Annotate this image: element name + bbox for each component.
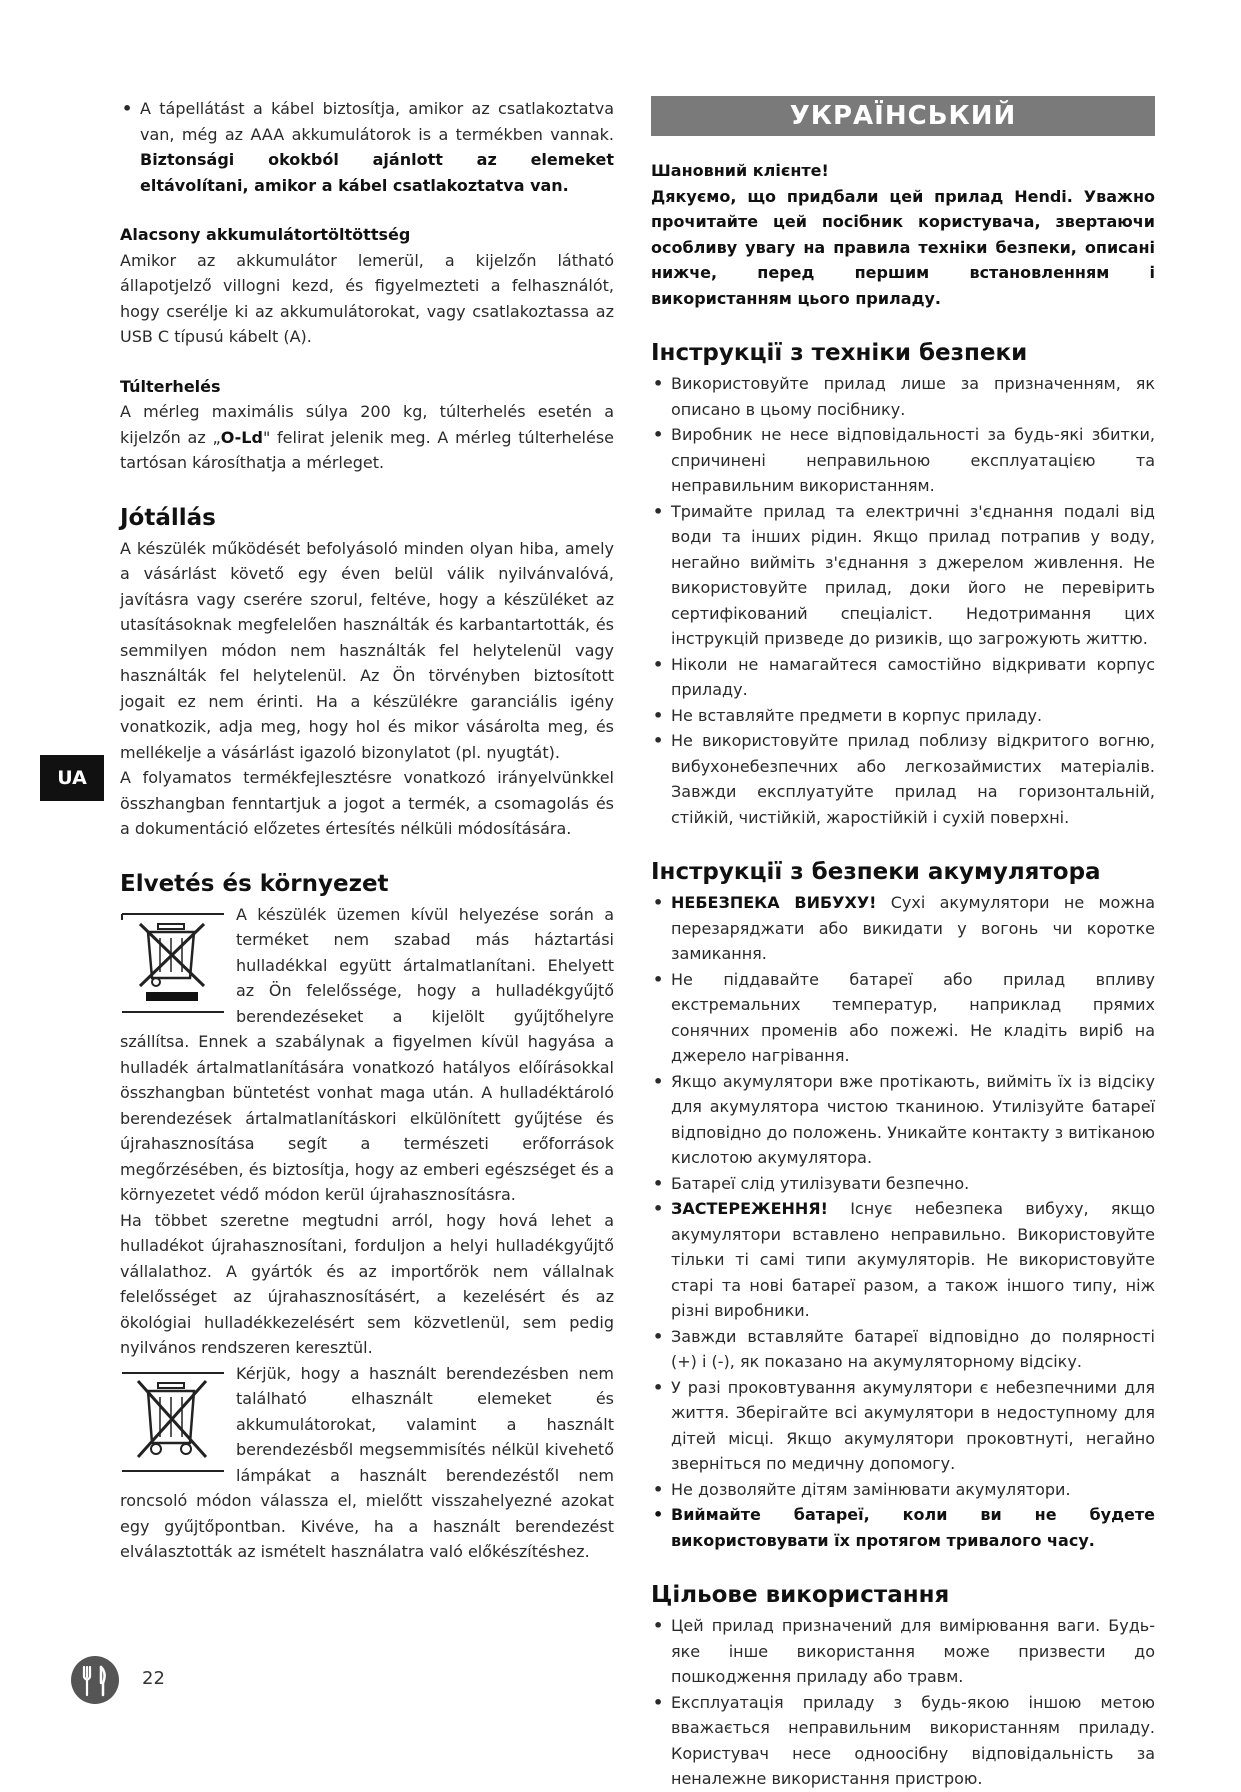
weee-bin-icon (120, 1365, 224, 1477)
list-item: • A tápellátást a kábel biztosítja, amikor az csatlakoztatva van, még az AAA akkumulátorok is a termékben vannak. Biztonsági okokból ajánlott az elemeket eltávolítani, amikor a kábel csatlakoztatva van. (120, 96, 614, 198)
list-item: • Виробник не несе відповідальності за будь-які збитки, спричинені неправильною експлуатацією та неправильним використанням. (651, 422, 1155, 499)
battery-heading: Інструкції з безпеки акумулятора (651, 859, 1101, 885)
overload-title: Túlterhelés (120, 376, 221, 396)
list-item: • Не дозволяйте дітям замінювати акумулятори. (651, 1477, 1155, 1503)
intro-text: Дякуємо, що придбали цей прилад Hendi. Уважно прочитайте цей посібник користувача, звертаючи особливу увагу на правила техніки безпеки, описані нижче, перед першим встановленням і використанням цього приладу. (651, 186, 1155, 308)
page-number: 22 (142, 1668, 165, 1689)
list-item: • Не піддавайте батареї або прилад впливу екстремальних температур, наприклад прямих сонячних променів або пожежі. Не кладіть виріб на джерело нагрівання. (651, 967, 1155, 1069)
language-side-tab: UA (40, 755, 104, 801)
disposal-paragraph-2: Ha többet szeretne megtudni arról, hogy hová lehet a hulladékot újrahasznosítani, forduljon a helyi hulladékgyűjtő vállalathoz. A gyártók és az importőrök nem vállalnak felelősséget az újrahasznosításért, a kezelésért és az ökológiai hulladékkezelésért sem közvetlenül, sem pedig nyilvános rendszeren keresztül. (120, 1210, 614, 1357)
right-column (651, 96, 1155, 1792)
list-item: • Завжди вставляйте батареї відповідно до полярності (+) і (-), як показано на акумуляторному відсіку. (651, 1324, 1155, 1375)
list-item: • Експлуатація приладу з будь-якою іншою метою вважається неправильним використанням приладу. Користувач несе одноосібну відповідальність за неналежне використання пристрою. (651, 1690, 1155, 1792)
disposal-heading: Elvetés és környezet (120, 870, 389, 897)
language-banner: УКРАЇНСЬКИЙ (651, 96, 1155, 136)
list-item: • Батареї слід утилізувати безпечно. (651, 1171, 1155, 1197)
low-battery-text: Amikor az akkumulátor lemerül, a kijelzőn látható állapotjelző villogni kezd, és figyelmezteti a felhasználót, hogy cserélje ki az akkumulátorokat, vagy csatlakoztassa az USB C típusú kábelt (A). (120, 250, 614, 346)
warranty-heading: Jótállás (120, 504, 216, 531)
list-item: • Не використовуйте прилад поблизу відкритого вогню, вибухонебезпечних або легкозаймистих матеріалів. Завжди експлуатуйте прилад на горизонтальній, стійкій, чистійкій, жаростійкій і сухій поверхні. (651, 728, 1155, 830)
greeting: Шановний клієнте! (651, 161, 829, 180)
low-battery-title: Alacsony akkumulátortöltöttség (120, 225, 411, 244)
overload-text: A mérleg maximális súlya 200 kg, túlterhelés esetén a kijelzőn az „O-Ld" felirat jelenik meg. A mérleg túlterhelése tartósan károsíthatja a mérleget. (120, 402, 614, 472)
list-item: • Використовуйте прилад лише за призначенням, як описано в цьому посібнику. (651, 371, 1155, 422)
list-item: • Ніколи не намагайтеся самостійно відкривати корпус приладу. (651, 652, 1155, 703)
left-column (120, 96, 614, 1565)
list-item: • Якщо акумулятори вже протікають, вийміть їх із відсіку для акумулятора чистою тканиною. Утилізуйте батареї відповідно до положень. Уникайте контакту з витіканою кислотою акумулятора. (651, 1069, 1155, 1171)
power-bullet-list (120, 96, 614, 198)
warranty-paragraph-2: A folyamatos termékfejlesztésre vonatkozó irányelvünkkel összhangban fenntartjuk a jogot a termék, a csomagolás és a dokumentáció előzetes értesítés nélküli módosítására. (120, 768, 614, 838)
safety-list (651, 371, 1155, 830)
list-item: • ЗАСТЕРЕЖЕННЯ! Існує небезпека вибуху, якщо акумулятори вставлено неправильно. Використовуйте тільки ті самі типи акумуляторів. Не використовуйте старі та нові батареї разом, а також іншого типу, ніж різні виробники. (651, 1196, 1155, 1324)
list-item: • У разі проковтування акумулятори є небезпечними для життя. Зберігайте всі акумулятори в недоступному для дітей місці. Якщо акумулятори проковтнуті, негайно зверніться по медичну допомогу. (651, 1375, 1155, 1477)
disposal-block-2 (120, 1361, 614, 1565)
list-item: • Не вставляйте предмети в корпус приладу. (651, 703, 1155, 729)
safety-heading: Інструкції з техніки безпеки (651, 340, 1028, 366)
cutlery-logo-icon (70, 1655, 120, 1705)
disposal-paragraph-3: Kérjük, hogy a használt berendezésben nem található elhasznált elemeket és akkumulátorokat, valamint a használt berendezésből megsemmisítés nélkül kivehető lámpákat a használt berendezéstől nem roncsoló módon válassza el, mielőtt visszahelyezné azokat egy gyűjtőpontban. Kivéve, ha a használt berendezést elválasztották az ismételt használatra való előkészítéshez. (120, 1363, 614, 1561)
warranty-paragraph-1: A készülék működését befolyásoló minden olyan hiba, amely a vásárlást követő egy éven belül válik nyilvánvalóvá, javításra vagy cserére szorul, feltéve, hogy a készüléket az utasításoknak megfelelően használták és karbantartották, és semmilyen módon nem használták fel helytelenül vagy használták fel helytelenül. Az Ön törvényben biztosított jogait ez nem érinti. Ha a készülékre garanciális igény vonatkozik, adja meg, hogy hol és mikor vásárolta meg, és mellékelje a vásárlást igazoló bizonylatot (pl. nyugtát). (120, 538, 614, 762)
list-item: • НЕБЕЗПЕКА ВИБУХУ! Сухі акумулятори не можна перезаряджати або викидати у вогонь чи коротке замикання. (651, 890, 1155, 967)
intended-use-list (651, 1613, 1155, 1792)
list-item: • Цей прилад призначений для вимірювання ваги. Будь-яке інше використання може призвести до пошкодження приладу або травм. (651, 1613, 1155, 1690)
disposal-block-1 (120, 902, 614, 1208)
weee-bin-icon (120, 906, 224, 1018)
disposal-paragraph-1: A készülék üzemen kívül helyezése során a terméket nem szabad más háztartási hulladékkal együtt ártalmatlanítani. Ehelyett az Ön felelőssége, hogy a hulladékgyűjtő berendezéseket a kijelölt gyűjtőhelyre szállítsa. Ennek a szabálynak a figyelmen kívül hagyása a hulladék ártalmatlanítására vonatkozó hatályos előírásokkal összhangban büntetést vonhat maga után. A hulladéktároló berendezések ártalmatlanításkori elkülönített gyűjtése és újrahasznosítása segít a természeti erőforrások megőrzésében, és biztosítja, hogy az emberi egészséget és a környezetet védő módon kerül újrahasznosításra. (120, 904, 614, 1204)
list-item: • Виймайте батареї, коли ви не будете використовувати їх протягом тривалого часу. (651, 1502, 1155, 1553)
battery-list (651, 890, 1155, 1553)
list-item: • Тримайте прилад та електричні з'єднання подалі від води та інших рідин. Якщо прилад потрапив у воду, негайно вийміть з'єднання з джерелом живлення. Не використовуйте прилад, доки його не перевірить сертифікований спеціаліст. Недотримання цих інструкцій призведе до ризиків, що загрожують життю. (651, 499, 1155, 652)
intended-use-heading: Цільове використання (651, 1582, 950, 1608)
